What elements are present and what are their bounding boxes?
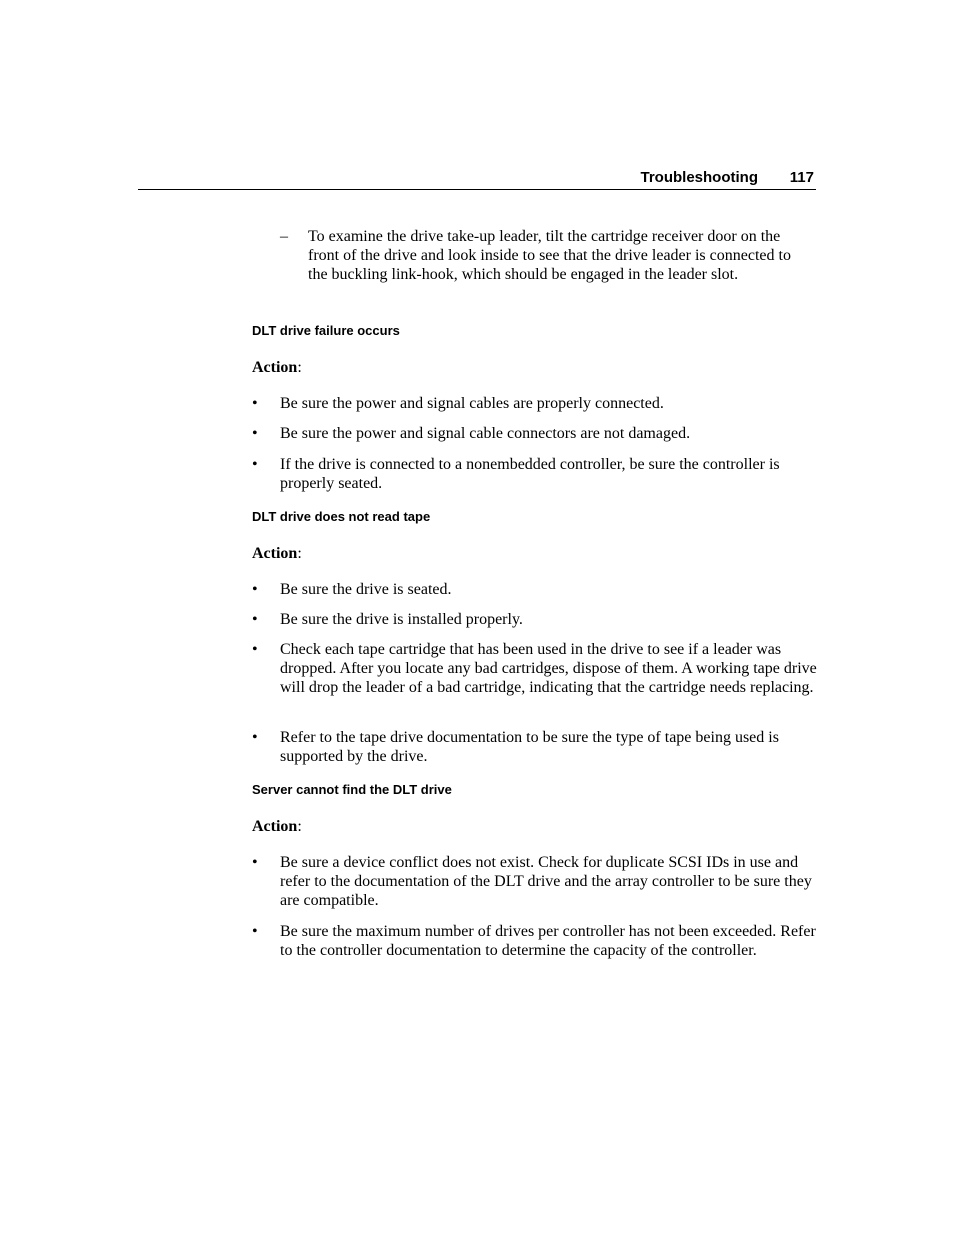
list-item — [252, 580, 818, 599]
bullet-marker: • — [252, 456, 258, 473]
bullet-marker: • — [252, 395, 258, 412]
list-item-text: Refer to the tape drive documentation to be sure the type of tape being used is supported by the drive. — [280, 729, 779, 766]
bullet-marker: • — [252, 923, 258, 940]
bullet-marker: • — [252, 581, 258, 598]
list-item-text: Check each tape cartridge that has been used in the drive to see if a leader was dropped. After you locate any bad cartridges, dispose of them. A working tape drive will drop the leader of a bad cartridge, indicating that the cartridge needs replacing. — [280, 641, 817, 697]
page-header — [138, 168, 816, 190]
list-item — [252, 610, 818, 629]
section-heading-read-tape: DLT drive does not read tape — [252, 509, 431, 524]
list-item — [252, 640, 818, 698]
list-item-text: Be sure the power and signal cable connectors are not damaged. — [280, 425, 691, 442]
list-item-text: Be sure a device conflict does not exist. Check for duplicate SCSI IDs in use and refer to the documentation of the DLT drive and the array controller to be sure they are compatible. — [280, 854, 812, 910]
action-label: Action: — [252, 818, 302, 835]
list-item — [252, 853, 818, 911]
dash-marker: – — [280, 228, 288, 245]
section-heading-failure: DLT drive failure occurs — [252, 323, 400, 338]
action-label: Action: — [252, 359, 302, 376]
list-item — [252, 424, 818, 443]
bullet-marker: • — [252, 641, 258, 658]
bullet-marker: • — [252, 611, 258, 628]
list-item-text: Be sure the drive is installed properly. — [280, 611, 523, 628]
intro-list-item — [280, 227, 810, 285]
list-item-text: Be sure the power and signal cables are properly connected. — [280, 395, 664, 412]
list-item — [252, 394, 818, 413]
list-item-text: Be sure the maximum number of drives per controller has not been exceeded. Refer to the controller documentation to determine the capacity of the controller. — [280, 923, 816, 960]
bullet-marker: • — [252, 425, 258, 442]
bullet-marker: • — [252, 854, 258, 871]
list-item — [252, 922, 818, 960]
list-item — [252, 455, 818, 493]
action-label: Action: — [252, 545, 302, 562]
list-item — [252, 728, 818, 766]
bullet-marker: • — [252, 729, 258, 746]
list-item-text: If the drive is connected to a nonembedded controller, be sure the controller is properly seated. — [280, 456, 780, 493]
list-item-text: Be sure the drive is seated. — [280, 581, 452, 598]
section-heading-server-find: Server cannot find the DLT drive — [252, 782, 452, 797]
section-title: Troubleshooting — [640, 169, 758, 186]
list-item-text: To examine the drive take-up leader, tilt the cartridge receiver door on the front of the drive and look inside to see that the drive leader is connected to the buckling link-hook, which should be engaged in the leader slot. — [308, 228, 791, 284]
page-number: 117 — [789, 169, 814, 186]
